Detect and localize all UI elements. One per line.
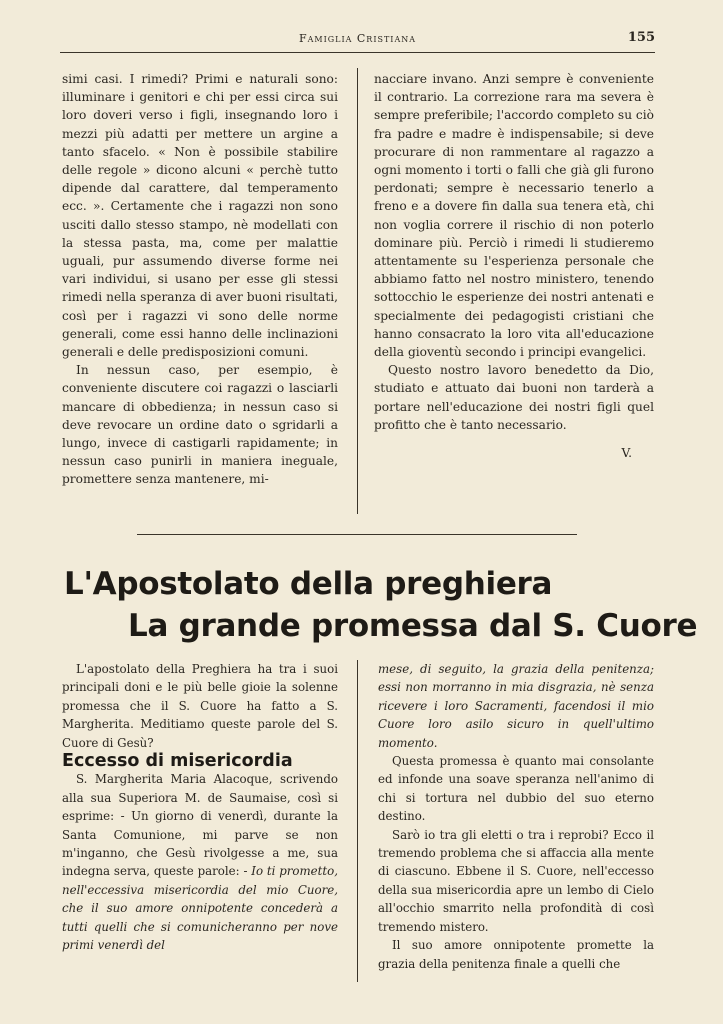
paragraph [62,770,338,954]
page-header [60,30,655,53]
quoted-promise-continued [378,660,654,752]
article-title-line-2: La grande promessa dal S. Cuore [128,608,698,644]
intro-paragraph: L'apostolato della Preghiera ha tra i suoi principali doni e le più belle gioie la solenne promessa che il S. Cuore ha fatto a S. Margherita. Meditiamo queste parole del S. Cuore di Gesù? [62,662,338,750]
article-left-column [62,660,338,955]
author-signature: V. [621,446,632,461]
paragraph: Sarò io tra gli eletti o tra i reprobi? Ecco il tremendo problema che si affaccia alla mente di ciascuno. Ebbene il S. Cuore, nell'eccesso della sua misericordia apre un lembo di Cielo all'occhio smarrito nella profondità di così tremendo mistero. [378,827,654,934]
top-article-right-column [374,70,654,462]
paragraph: simi casi. I rimedi? Primi e naturali sono: illuminare i genitori e chi per essi circa sui loro doveri verso i figli, insegnando loro i mezzi più adatti per mettere un argine a tanto sfacelo. « Non è possibile stabilire delle regole » dicono alcuni « perchè tutto dipende dal carattere, dal temperamento ecc. ». Certamente che i ragazzi non sono usciti dallo stesso stampo, nè modellati con la stessa pasta, ma, come per malattie uguali, pur assumendo diverse forme nei vari individui, si usano per esse gli stessi rimedi nella speranza di aver buoni risultati, così per i ragazzi vi sono delle norme generali, come essi hanno delle inclinazioni generali e delle predisposizioni comuni. [62,72,338,360]
article-separator [137,534,577,535]
paragraph: Questa promessa è quanto mai consolante ed infonde una soave speranza nell'animo di chi si tortura nel dubbio del suo eterno destino. [378,754,654,824]
article-title-line-1: L'Apostolato della preghiera [64,566,553,602]
column-divider [357,660,358,982]
column-divider [357,68,358,514]
paragraph: Questo nostro lavoro benedetto da Dio, studiato e attuato dai buoni non tarderà a portare nell'educazione dei nostri figli quel profitto che è tanto necessario. [374,363,654,432]
quoted-promise: Io ti prometto, nell'eccessiva misericordia del mio Cuore, che il suo amore onnipotente concederà a tutti quelli che si comunicheranno per nove primi venerdì del [62,864,338,953]
page-number: 155 [627,30,655,45]
paragraph: In nessun caso, per esempio, è conveniente discutere coi ragazzi o lasciarli mancare di obbedienza; in nessun caso si deve revocare un ordine dato o sgridarli a lungo, invece di castigarli rapidamente; in nessun caso punirli in maniera ineguale, promettere senza mantenere, mi- [62,363,338,487]
running-title: Famiglia Cristiana [298,32,417,45]
paragraph: nacciare invano. Anzi sempre è conveniente il contrario. La correzione rara ma severa è sempre preferibile; l'accordo completo su ciò fra padre e madre è indispensabile; si deve procurare di non rammentare al ragazzo a ogni momento i torti o falli che già gli furono perdonati; sempre è necessario tenerlo a freno e a dovere fin dalla sua tenera età, chi non voglia correre il rischio di non poterlo dominare più. Perciò i rimedi li studieremo attentamente su l'esperienza personale che abbiamo fatto nel nostro ministero, tenendo sottocchio le esperienze dei nostri antenati e specialmente dei pedagogisti cristiani che hanno consacrato la loro vita all'educazione della gioventù secondo i principi evangelici. [374,72,654,360]
paragraph-text: S. Margherita Maria Alacoque, scrivendo alla sua Superiora M. de Saumaise, così si esprime: - Un giorno di venerdì, durante la Santa Comunione, mi parve se non m'inganno, che Gesù rivolgesse a me, sua indegna serva, queste parole: - [62,772,338,879]
paragraph: Il suo amore onnipotente promette la grazia della penitenza finale a quelli che [378,938,654,971]
quoted-promise-text: mese, di seguito, la grazia della penitenza; essi non morranno in mia disgrazia, nè senza ricevere i loro Sacramenti, facendosi il mio Cuore loro asilo sicuro in quell'ultimo momento. [378,662,654,750]
top-article-left-column [62,70,338,489]
article-right-column [378,660,654,973]
subheading: Eccesso di misericordia [62,751,293,772]
